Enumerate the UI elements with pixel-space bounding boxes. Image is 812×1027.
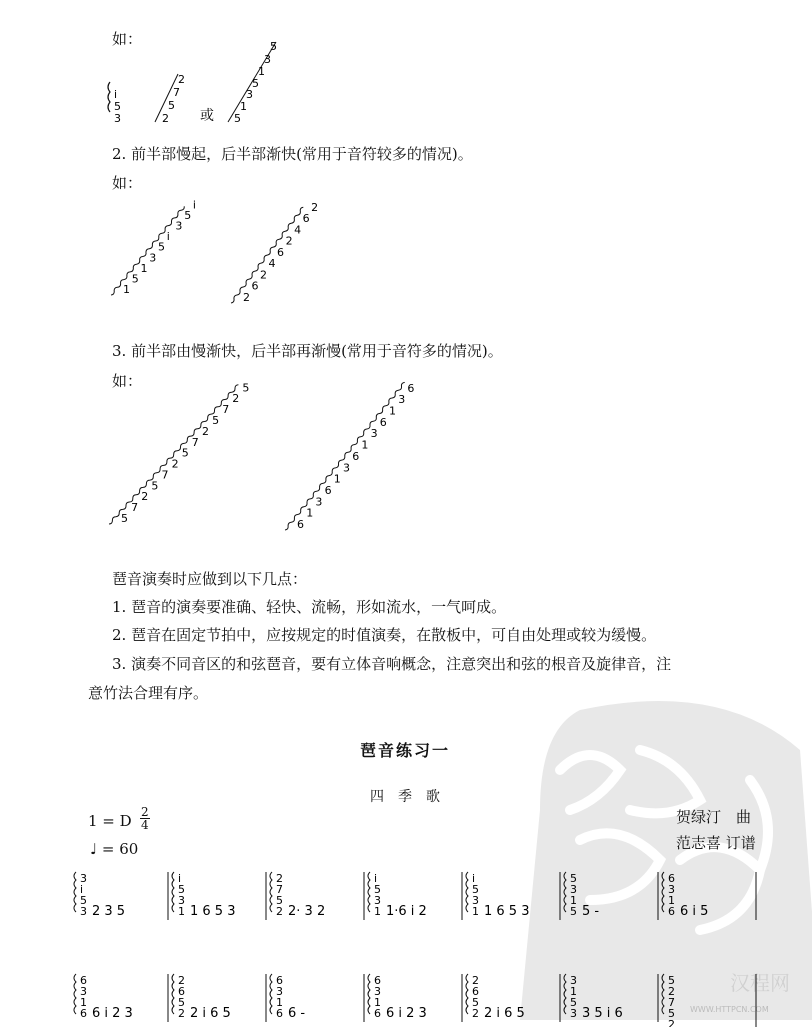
score-row1-measure-7-chord-note-1: 6: [668, 872, 675, 885]
score-row2-measure-2-chord-note-3: 5: [178, 996, 185, 1009]
score-row1-measure-4-chord-note-1: i: [374, 872, 378, 885]
score-row1-measure-6-chord-note-3: 1: [570, 894, 577, 907]
score-row2-measure-3-chord-note-4: 6: [276, 1007, 283, 1020]
score-row1-measure-1-chord-note-4: 3: [80, 905, 87, 918]
s3-arp-b-note-11: 1: [389, 404, 396, 418]
score-row1-measure-2-chord-note-2: 5: [178, 883, 185, 896]
watermark-url: WWW.HTTPCN.COM: [690, 1005, 769, 1014]
score-row2-measure-2-chord-note-2: 6: [178, 985, 185, 998]
time-signature: [140, 806, 150, 831]
s2-arp-a-note-1: 1: [123, 283, 130, 296]
score-row1-measure-5-chord-note-4: 1: [472, 905, 479, 918]
score-row2-measure-5-chord-note-2: 6: [472, 985, 479, 998]
score-row2-brace-6: [564, 974, 566, 1014]
chord-b-note-2: 5: [168, 99, 175, 112]
chord-b-note-3: 7: [173, 86, 180, 99]
chord-b-note-1: 2: [162, 112, 169, 125]
score-row1-measure-1-melody: 2 3 5: [92, 904, 126, 919]
score-row1-measure-7-chord-note-2: 3: [668, 883, 675, 896]
score-row1-measure-6-chord-note-4: 5: [570, 905, 577, 918]
score-row2-measure-1-chord-note-2: 3: [80, 985, 87, 998]
s3-arp-b-note-12: 3: [398, 393, 406, 407]
score-row2-brace-1: [74, 974, 76, 1014]
score-row1-measure-5-melody: 1 6 5 3: [484, 904, 530, 919]
score-row2-measure-7-chord-note-4: 5: [668, 1007, 675, 1020]
score-row2-brace-5: [466, 974, 468, 1014]
s3-arp-a-note-1: 5: [121, 512, 128, 525]
s3-arp-b-note-9: 3: [370, 427, 378, 441]
s2-arp-b-note-2: 6: [251, 279, 259, 293]
s3-arp-a-note-6: 2: [171, 457, 179, 471]
s3-arp-b-note-3: 3: [315, 495, 323, 509]
s2-arp-a-note-2: 5: [131, 272, 139, 286]
score-row2-measure-7-chord-note-5: 2: [668, 1018, 675, 1027]
score-row1-brace-2: [172, 872, 174, 912]
tempo-marking: [90, 840, 138, 858]
score-row2-brace-2: [172, 974, 174, 1014]
arpeggio-wave-a: [109, 385, 238, 524]
score-row2-brace-3: [270, 974, 272, 1014]
exercise-title: 琶音练习一: [360, 741, 451, 760]
arpeggio-wave-a: [111, 206, 184, 295]
score-row2-measure-1-chord-note-3: 1: [80, 996, 87, 1009]
s3-arp-a-note-10: 5: [212, 414, 220, 427]
chord-a-note-3: 3: [114, 112, 121, 125]
score-row2-measure-7-chord-note-1: 5: [668, 974, 675, 987]
score-row1-brace-5: [466, 872, 468, 912]
score-row1-brace-3: [270, 872, 272, 912]
s3-arp-a-note-7: 5: [181, 446, 189, 460]
score-row1-measure-7-chord-note-3: 1: [668, 894, 675, 907]
score-row1-measure-3-chord-note-3: 5: [276, 894, 283, 907]
score-row2-measure-3-melody: 6 -: [288, 1006, 306, 1021]
section2-arpeggio-figure: [105, 195, 345, 315]
score-row1-measure-2-chord-note-3: 3: [178, 894, 185, 907]
score-row1-measure-7-melody: 6 i 5: [680, 904, 709, 919]
score-row1-measure-1-chord-note-3: 5: [80, 894, 87, 907]
score-row2-measure-1-melody: 6 i 2 3: [92, 1006, 133, 1021]
s3-arp-a-note-8: 7: [191, 435, 199, 449]
score-row2-measure-6-chord-note-4: 3: [570, 1007, 577, 1020]
example-label-2: 如：: [112, 174, 143, 192]
s2-arp-a-note-9: i: [192, 198, 196, 212]
score-row1-measure-5-chord-note-1: i: [472, 872, 476, 885]
score-row1-brace-1: [74, 872, 76, 912]
score-row2-measure-5-chord-note-3: 5: [472, 996, 479, 1009]
arranger-credit: 范志喜 订谱: [676, 834, 756, 852]
score-row2-brace-7: [662, 974, 664, 1014]
score-row2-measure-2-chord-note-4: 2: [178, 1007, 185, 1020]
s3-arp-b-note-1: 6: [297, 518, 304, 531]
score-row1-brace-4: [368, 872, 370, 912]
quarter-note-icon: ♩: [90, 840, 98, 858]
score-row1-measure-1-chord-note-1: 3: [80, 872, 87, 885]
score-row2-measure-5-chord-note-4: 2: [472, 1007, 479, 1020]
example-label-1: 如：: [112, 30, 143, 48]
score-row2-measure-3-chord-note-1: 6: [276, 974, 283, 987]
s3-arp-a-note-13: 5: [242, 381, 250, 395]
score-row1-measure-3-chord-note-2: 7: [276, 883, 283, 896]
music-score: [70, 862, 770, 1027]
chord-c-note-2: 1: [240, 100, 247, 113]
score-row1-brace-6: [564, 872, 566, 912]
notes-point-3-line-1: 3. 演奏不同音区的和弦琶音，要有立体音响概念，注意突出和弦的根音及旋律音，注: [112, 655, 672, 673]
arpeggio-wave-b: [285, 382, 405, 530]
notes-point-1: 1. 琶音的演奏要准确、轻快、流畅，形如流水，一气呵成。: [112, 598, 507, 616]
score-row1-measure-6-chord-note-1: 5: [570, 872, 577, 885]
notes-point-2: 2. 琶音在固定节拍中，应按规定的时值演奏，在散板中，可自由处理或较为缓慢。: [112, 626, 657, 644]
chord-c-note-5: 1: [258, 65, 265, 78]
section2-heading: 2. 前半部慢起，后半部渐快(常用于音符较多的情况)。: [112, 145, 473, 163]
s2-arp-a-note-5: 5: [158, 240, 165, 254]
s2-arp-b-note-4: 4: [268, 257, 276, 271]
score-row1-measure-4-chord-note-3: 3: [374, 894, 381, 907]
section3-arpeggio-figure: [105, 378, 425, 538]
score-row1-measure-2-melody: 1 6 5 3: [190, 904, 236, 919]
chord-c-note-4: 5: [252, 77, 259, 90]
key-signature: 1 = D: [88, 812, 132, 830]
notes-intro: 琶音演奏时应做到以下几点：: [112, 570, 308, 588]
score-row2-measure-2-melody: 2 i 6 5: [190, 1006, 231, 1021]
section3-heading: 3. 前半部由慢渐快，后半部再渐慢(常用于音符多的情况)。: [112, 342, 503, 360]
s3-arp-a-note-9: 2: [202, 424, 209, 438]
s2-arp-a-note-4: 3: [149, 251, 157, 265]
score-row1-measure-5-chord-note-2: 5: [472, 883, 479, 896]
score-row2-measure-4-chord-note-3: 1: [374, 996, 381, 1009]
s3-arp-a-note-2: 7: [131, 501, 139, 515]
watermark-site: 汉程网: [730, 971, 790, 995]
score-row1-measure-6-chord-note-2: 3: [570, 883, 577, 896]
notes-point-3-line-2: 意竹法合理有序。: [88, 684, 209, 702]
score-row2-measure-3-chord-note-3: 1: [276, 996, 283, 1009]
score-row2-measure-2-chord-note-1: 2: [178, 974, 185, 987]
s3-arp-b-note-2: 1: [306, 506, 314, 520]
score-row2-measure-6-chord-note-1: 3: [570, 974, 577, 987]
s3-arp-b-note-4: 6: [324, 484, 332, 497]
score-row2-brace-4: [368, 974, 370, 1014]
s2-arp-b-note-3: 2: [260, 268, 267, 282]
s2-arp-b-note-8: 6: [302, 212, 310, 226]
score-row2-measure-6-chord-note-3: 5: [570, 996, 577, 1009]
score-row1-measure-7-chord-note-4: 6: [668, 905, 675, 918]
score-row1-measure-3-chord-note-1: 2: [276, 872, 283, 885]
score-row1-measure-2-chord-note-4: 1: [178, 905, 185, 918]
score-row2-measure-1-chord-note-4: 6: [80, 1007, 87, 1020]
s3-arp-b-note-8: 1: [361, 438, 369, 452]
score-row1-measure-3-melody: 2· 3 2: [288, 904, 326, 919]
chord-a-note-2: 5: [114, 100, 121, 113]
score-row1-measure-4-chord-note-4: 1: [374, 905, 381, 918]
time-signature-top: 2: [141, 805, 149, 819]
score-row2-measure-4-melody: 6 i 2 3: [386, 1006, 427, 1021]
chord-c-note-6: 3: [264, 53, 271, 66]
score-row2-measure-6-chord-note-2: 1: [570, 985, 577, 998]
score-row1-measure-6-melody: 5 -: [582, 904, 600, 919]
intro-chord-figure: [100, 30, 300, 130]
score-row2-measure-5-chord-note-1: 2: [472, 974, 479, 987]
s3-arp-b-note-13: 6: [407, 381, 415, 395]
score-row2-measure-1-chord-note-1: 6: [80, 974, 87, 987]
score-row2-measure-7-chord-note-3: 7: [668, 996, 675, 1009]
tempo-value: = 60: [101, 840, 139, 858]
score-row1-measure-3-chord-note-4: 2: [276, 905, 283, 918]
chord-c-note-7: 5: [270, 40, 277, 53]
time-signature-bottom: 4: [141, 818, 149, 832]
chord-c-note-1: 5: [234, 112, 241, 125]
s2-arp-b-note-9: 2: [311, 200, 319, 214]
example-label-3: 如：: [112, 372, 143, 390]
song-title: 四季歌: [370, 789, 454, 805]
s2-arp-b-note-1: 2: [243, 291, 250, 304]
score-row1-measure-4-melody: 1·6 i 2: [386, 904, 427, 919]
s3-arp-a-note-11: 7: [222, 403, 230, 417]
s3-arp-a-note-12: 2: [232, 392, 240, 406]
score-row2-measure-4-chord-note-1: 6: [374, 974, 381, 987]
s3-arp-a-note-5: 7: [161, 468, 169, 482]
score-row1-measure-4-chord-note-2: 5: [374, 883, 381, 896]
score-row2-measure-7-chord-note-2: 2: [668, 985, 675, 998]
s3-arp-a-note-4: 5: [151, 479, 159, 493]
chord-c-note-3: 3: [246, 88, 253, 101]
score-row2-measure-5-melody: 2 i 6 5: [484, 1006, 525, 1021]
s2-arp-b-note-7: 4: [294, 223, 302, 237]
score-row2-measure-3-chord-note-2: 3: [276, 985, 283, 998]
chord-b-note-4: 2: [178, 73, 185, 86]
s2-arp-b-note-5: 6: [277, 245, 284, 259]
s2-arp-a-note-6: i: [166, 230, 170, 244]
s3-arp-b-note-5: 1: [333, 472, 341, 486]
arpeggio-wave-b: [231, 207, 303, 303]
s2-arp-a-note-8: 5: [184, 208, 192, 222]
s2-arp-b-note-6: 2: [285, 234, 293, 248]
score-row1-brace-7: [662, 872, 664, 912]
s3-arp-a-note-3: 2: [141, 490, 149, 504]
chord-a-note-1: i: [114, 88, 118, 101]
s2-arp-a-note-7: 3: [175, 219, 183, 233]
composer-credit: 贺绿汀 曲: [676, 808, 752, 826]
arpeggio-brace-a: [108, 82, 110, 112]
score-row1-measure-5-chord-note-3: 3: [472, 894, 479, 907]
s3-arp-b-note-10: 6: [379, 415, 387, 429]
score-row1-measure-1-chord-note-2: i: [80, 883, 84, 896]
s2-arp-a-note-3: 1: [140, 261, 148, 275]
s3-arp-b-note-7: 6: [352, 449, 360, 463]
or-label: 或: [200, 108, 214, 124]
score-row2-measure-4-chord-note-2: 3: [374, 985, 381, 998]
s3-arp-b-note-6: 3: [343, 461, 350, 475]
score-row2-measure-4-chord-note-4: 6: [374, 1007, 381, 1020]
score-row1-measure-2-chord-note-1: i: [178, 872, 182, 885]
score-row2-measure-6-melody: 3 5 i 6: [582, 1006, 623, 1021]
